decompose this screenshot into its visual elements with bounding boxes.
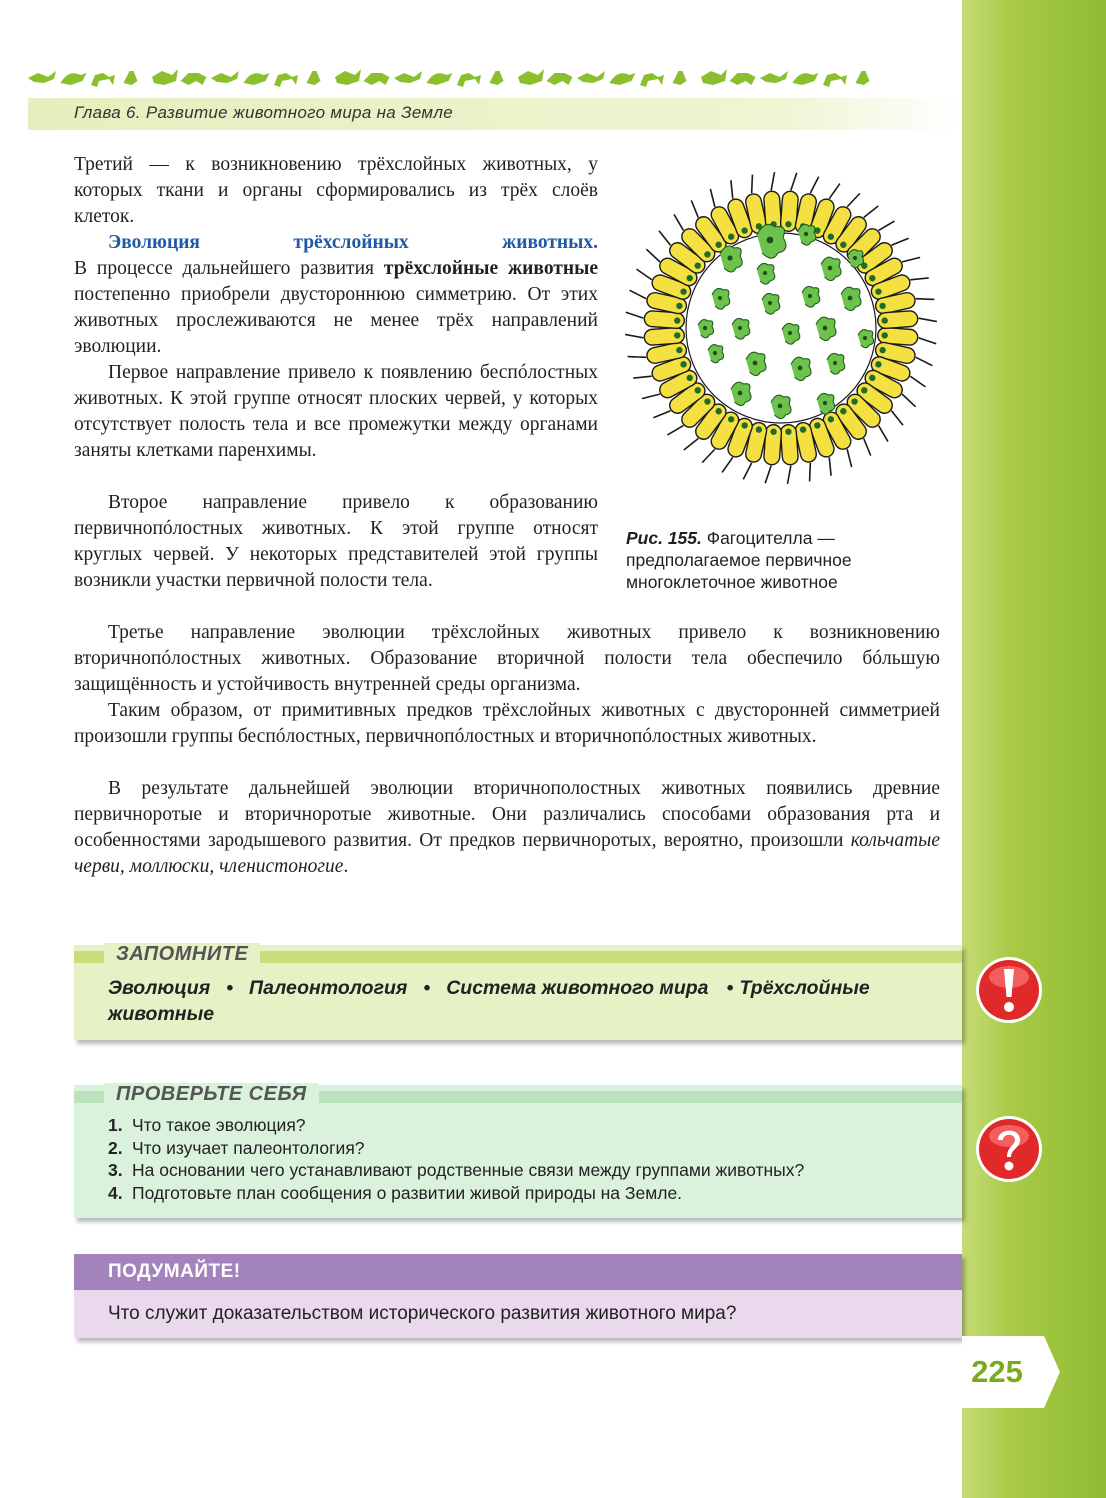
page-edge-sidebar [962, 0, 1106, 1498]
cilium [628, 357, 647, 358]
figure-caption-text: Фагоцителла — предполагаемое первичное многоклеточное животное [626, 528, 852, 592]
cilium [633, 376, 651, 378]
cell-nucleus [785, 429, 791, 435]
cell-nucleus [788, 331, 792, 335]
cell-nucleus [851, 398, 857, 404]
animal-silhouette-icon [124, 71, 138, 85]
cell-nucleus [853, 256, 857, 260]
cell-nucleus [715, 242, 721, 248]
cilium [916, 357, 933, 365]
cell-nucleus [882, 332, 888, 338]
cell-nucleus [828, 416, 834, 422]
animal-silhouette-icon [490, 71, 504, 85]
cell-nucleus [768, 301, 772, 305]
cell-nucleus [741, 227, 747, 233]
cell-nucleus [728, 234, 734, 240]
cilium [916, 299, 935, 300]
animal-silhouette-icon [673, 71, 687, 85]
cilium [667, 426, 683, 435]
question-list [108, 1114, 804, 1204]
cell-nucleus [704, 251, 710, 257]
cell-nucleus [753, 361, 758, 366]
cilium [919, 338, 937, 344]
question-icon [974, 1114, 1044, 1184]
cilium [919, 318, 937, 321]
inner-cavity [686, 233, 876, 423]
term-evolution: Эволюция [108, 977, 211, 999]
chapter-header [28, 98, 962, 130]
cell-nucleus [695, 262, 701, 268]
cell-nucleus [828, 266, 833, 271]
cell-nucleus [728, 416, 734, 422]
term-paleontology: Палеонтология [249, 977, 408, 999]
cilium [702, 449, 715, 462]
cilium [691, 200, 698, 217]
paragraph-conclusion: Таким образом, от примитивных предков трёхслойных животных с двусторонней симметрией произошли группы беспóлостных, первичнопóлостных и вторичнопóлостных животных. [74, 700, 940, 747]
cell-nucleus [840, 242, 846, 248]
cell-nucleus [741, 422, 747, 428]
cilium [752, 175, 753, 194]
cilium [625, 334, 643, 337]
cell-nucleus [875, 288, 881, 294]
cilium [642, 394, 660, 398]
cell-nucleus [814, 422, 820, 428]
think-question: Что служит доказательством исторического развития животного мира? [108, 1303, 737, 1324]
list-item: 3. На основании чего устанавливают родственные связи между группами животных? [108, 1160, 805, 1180]
cell-nucleus [676, 347, 682, 353]
cell-nucleus [770, 429, 776, 435]
cell-nucleus [808, 294, 812, 298]
cell-nucleus [804, 232, 808, 236]
animal-silhouette-icon [640, 73, 664, 87]
cell-nucleus [785, 221, 791, 227]
animal-silhouette-icon [152, 69, 178, 85]
phagocytella-illustration [620, 148, 942, 510]
cell-nucleus [713, 351, 717, 355]
cell-nucleus [863, 336, 867, 340]
cell-nucleus [879, 303, 885, 309]
page-number: 225 [971, 1354, 1023, 1389]
cilium [787, 466, 790, 484]
cilium [902, 394, 915, 407]
cell-nucleus [680, 288, 686, 294]
cilium [910, 278, 928, 280]
exclamation-icon [974, 955, 1044, 1025]
remember-box [74, 945, 962, 1040]
cell-nucleus [687, 275, 693, 281]
cilium [879, 221, 895, 230]
cell-nucleus [875, 361, 881, 367]
cell-nucleus [833, 361, 837, 365]
cell-nucleus [715, 408, 721, 414]
cilium [791, 173, 797, 191]
animal-silhouette-icon [61, 73, 87, 85]
cell-nucleus [879, 347, 885, 353]
animal-silhouette-icon [610, 73, 636, 85]
section-heading: Эволюция трёхслойных животных. [108, 232, 598, 253]
paragraph-three-layer-evolution [74, 230, 598, 256]
animal-silhouette-icon [427, 73, 453, 85]
cilium [674, 214, 683, 230]
cilium [765, 466, 771, 484]
cilium [864, 206, 878, 218]
cilium [743, 463, 751, 480]
paragraph-protostomes: В результате дальнейшей эволюции вторичнополостных животных появились древние первичноротые и вторичноротые животные. Они различались способами образования рта и особенностями зародышевого развития. От предков первичноротых, вероятно, произошли кольчатые черви, моллюски, членистоногие. [74, 778, 941, 877]
cell-nucleus [687, 375, 693, 381]
cilium [722, 457, 733, 472]
animal-silhouette-icon [274, 73, 298, 87]
cilium [684, 438, 698, 450]
figure-label: Рис. 155. [626, 528, 702, 548]
chapter-title: Глава 6. Развитие животного мира на Земле [74, 103, 453, 122]
paragraph-third-direction: Третий — к возникновению трёхслойных животных, у которых ткани и органы сформировались из трёх слоёв клеток. [74, 154, 598, 227]
cell-nucleus [703, 326, 707, 330]
cilium [626, 312, 644, 318]
cilium [902, 257, 920, 261]
cell-nucleus [861, 387, 867, 393]
cilium [810, 463, 811, 482]
cell-nucleus [763, 271, 767, 275]
animal-silhouette-icon [307, 71, 321, 85]
cilium [637, 269, 652, 280]
cell-nucleus [823, 326, 828, 331]
cell-nucleus [778, 404, 783, 409]
cell-nucleus [869, 275, 875, 281]
cell-nucleus [828, 234, 834, 240]
paragraph-third-direction-detail: Третье направление эволюции трёхслойных животных привело к возникновению вторичнопóлостных животных. Образование вторичной полости тела обеспечило бóльшую защищённость и устойчивость внутренней среды организма. [74, 622, 940, 695]
animal-silhouette-icon [518, 69, 544, 85]
term-animal-system: Система животного мира [446, 977, 709, 999]
cilium [659, 231, 671, 245]
list-item: 4. Подготовьте план сообщения о развитии живой природы на Земле. [108, 1182, 683, 1203]
think-title: ПОДУМАЙТЕ! [108, 1261, 241, 1282]
cilium [864, 438, 871, 455]
paragraph-second-direction: Второе направление привело к образованию первичнопóлостных животных. К этой группе относят круглых червей. У некоторых представителей этой группы возникли участки первичной полости тела. [74, 492, 598, 591]
cell-nucleus [704, 398, 710, 404]
paragraph-first-direction: Первое направление привело к появлению беспóлостных животных. К этой группе относят плоских червей, у которых отсутствует полость тела и все промежутки между органами заняты клетками паренхимы. [74, 362, 598, 461]
animal-silhouette-icon [701, 69, 727, 85]
cell-nucleus [718, 296, 722, 300]
cilium [653, 411, 670, 418]
animal-silhouette-icon [577, 71, 605, 83]
animal-silhouette-icon [793, 73, 819, 85]
animal-silhouette-icon [394, 71, 422, 83]
cell-nucleus [680, 361, 686, 367]
animal-silhouette-icon [856, 71, 870, 85]
animal-silhouette-icon [730, 73, 756, 85]
cell-nucleus [798, 366, 803, 371]
cell-nucleus [756, 426, 762, 432]
cilium [829, 457, 831, 475]
cilium [810, 177, 818, 194]
animal-silhouette-icon [181, 73, 207, 85]
cell-nucleus [823, 401, 827, 405]
cell-nucleus [727, 255, 732, 260]
animal-silhouette-icon [335, 69, 361, 85]
animal-silhouette-icon [547, 73, 573, 85]
cell-nucleus [695, 387, 701, 393]
cilium [891, 238, 908, 245]
cell-nucleus [738, 391, 743, 396]
cilium [829, 184, 840, 199]
cell-nucleus [840, 408, 846, 414]
cilium [646, 249, 659, 262]
cell-nucleus [882, 317, 888, 323]
animal-silhouette-icon [364, 73, 390, 85]
cilium [710, 189, 714, 207]
cilium [847, 193, 860, 206]
cilium [847, 449, 851, 467]
think-box [74, 1254, 962, 1338]
think-header [74, 1254, 962, 1290]
cell-nucleus [848, 296, 853, 301]
check-title: ПРОВЕРЬТЕ СЕБЯ [104, 1083, 319, 1106]
cilium [731, 180, 733, 198]
cell-nucleus [674, 332, 680, 338]
remember-title: ЗАПОМНИТЕ [104, 943, 260, 966]
cilium [879, 426, 888, 442]
check-yourself-box [74, 1085, 962, 1218]
term-three-layer: Трёхслойные животные [108, 977, 870, 1025]
list-item: 1. Что такое эволюция? [108, 1115, 306, 1135]
paragraph-symmetry: В процессе дальнейшего развития трёхслойные животные постепенно приобрели двустороннюю симметрию. От этих животных прослеживаются не менее трёх направлений эволюции. [74, 258, 599, 357]
animal-silhouette-icon [244, 73, 270, 85]
cilium [910, 376, 925, 387]
cilium [891, 411, 903, 425]
cilium [771, 172, 774, 190]
cell-nucleus [869, 375, 875, 381]
cell-nucleus [674, 317, 680, 323]
animal-silhouettes-icon [28, 64, 888, 90]
figure-caption [626, 527, 926, 593]
animal-silhouette-icon [760, 71, 788, 83]
cell-nucleus [738, 326, 742, 330]
cilium [630, 290, 647, 298]
cell-nucleus [800, 426, 806, 432]
animal-silhouette-icon [28, 71, 56, 83]
animal-silhouette-icon [211, 71, 239, 83]
remember-terms: Эволюция • Палеонтология • Система животного мира • Трёхслойные животные [108, 977, 870, 1025]
animal-silhouette-icon [91, 73, 115, 87]
cell-nucleus [767, 237, 774, 244]
cell-nucleus [676, 303, 682, 309]
animal-silhouette-icon [457, 73, 481, 87]
animal-silhouette-icon [823, 73, 847, 87]
list-item: 2. Что изучает палеонтология? [108, 1137, 365, 1158]
